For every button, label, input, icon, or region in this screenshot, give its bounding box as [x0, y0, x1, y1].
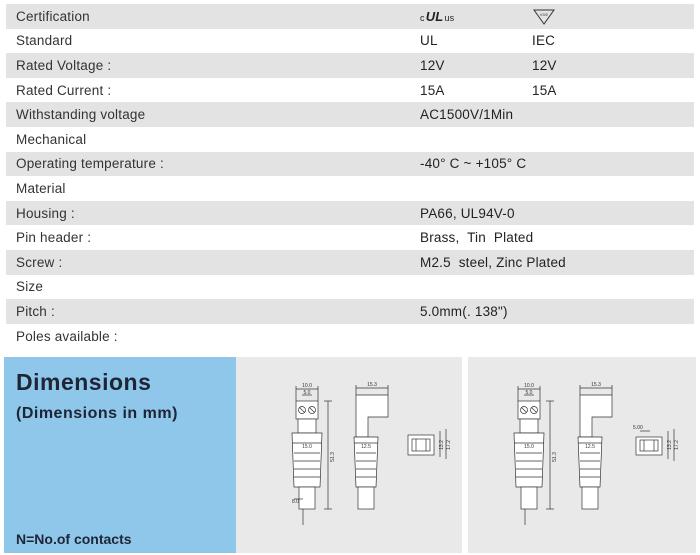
dim1-end-h1: 13.2	[439, 440, 445, 450]
dim1-height: 51.3	[330, 452, 336, 462]
dim1-pin: 8.0	[292, 499, 299, 505]
row-size	[6, 275, 694, 300]
pin-header-label: Pin header :	[16, 230, 92, 246]
pin-header-value: Brass, Tin Plated	[420, 230, 534, 246]
dim2-end-h1: 13.2	[667, 440, 673, 450]
rated-current-label: Rated Current :	[16, 82, 112, 98]
dim2-side-top: 15.3	[591, 382, 601, 388]
dim1-pitch: 5.0	[303, 390, 311, 396]
vde-triangle-icon	[532, 9, 556, 25]
dim1-width-top: 10.0	[302, 383, 312, 389]
standard-label: Standard	[16, 33, 73, 49]
withstanding-voltage-label: Withstanding voltage	[16, 107, 146, 123]
rated-current-value-2: 15A	[532, 82, 557, 98]
dimension-drawing-1	[236, 357, 462, 553]
operating-temperature-value: -40° C ~ +105° C	[420, 156, 527, 172]
dim2-side-width: 12.5	[585, 444, 595, 450]
dimensions-panel	[4, 357, 236, 553]
rated-voltage-value-2: 12V	[532, 57, 557, 73]
dim2-height: 51.3	[552, 452, 558, 462]
dim1-end-h2: 17.2	[446, 440, 452, 450]
dim1-body-width: 15.0	[302, 444, 312, 450]
housing-label: Housing :	[16, 205, 75, 221]
dim2-body-width: 15.0	[524, 444, 534, 450]
rated-voltage-label: Rated Voltage :	[16, 57, 112, 73]
screw-value: M2.5 steel, Zinc Plated	[420, 254, 566, 270]
dimensions-section	[4, 357, 696, 553]
row-rated-voltage	[6, 53, 694, 78]
poles-available-label: Poles available :	[16, 328, 118, 344]
connector-drawing-1	[236, 357, 462, 553]
vde-cert-logo	[532, 8, 682, 24]
material-heading: Material	[16, 180, 66, 196]
operating-temperature-label: Operating temperature :	[16, 156, 164, 172]
dimension-drawing-2	[468, 357, 696, 553]
vde-text: VDE	[539, 11, 549, 17]
dim1-side-width: 12.5	[361, 444, 371, 450]
withstanding-voltage-value: AC1500V/1Min	[420, 107, 514, 123]
ul-cert-logo	[420, 9, 532, 24]
dim1-side-top: 15.3	[367, 382, 377, 388]
ul-c-mark: c	[420, 12, 425, 23]
row-housing	[6, 201, 694, 226]
dim2-end-pitch: 5.00	[633, 425, 643, 431]
dim2-pitch: 5.0	[525, 390, 533, 396]
rated-current-value-1: 15A	[420, 82, 445, 98]
screw-label: Screw :	[16, 254, 63, 270]
dim2-end-h2: 17.2	[674, 440, 680, 450]
row-material	[6, 176, 694, 201]
certification-label: Certification	[16, 8, 90, 24]
ul-us-mark: us	[444, 12, 455, 23]
dimensions-subtitle: (Dimensions in mm)	[16, 405, 178, 422]
standard-value-1: UL	[420, 33, 438, 49]
housing-value: PA66, UL94V-0	[420, 205, 515, 221]
pitch-label: Pitch :	[16, 303, 55, 319]
standard-value-2: IEC	[532, 33, 556, 49]
pitch-value: 5.0mm(. 138")	[420, 303, 508, 319]
connector-drawing-2	[468, 357, 696, 553]
size-heading: Size	[16, 279, 44, 295]
row-rated-current	[6, 78, 694, 103]
rated-voltage-value-1: 12V	[420, 57, 445, 73]
row-withstanding-voltage	[6, 102, 694, 127]
contacts-note: N=No.of contacts	[16, 531, 132, 547]
row-standard	[6, 29, 694, 54]
spec-table	[6, 4, 694, 348]
row-certification	[6, 4, 694, 29]
row-screw	[6, 250, 694, 275]
row-pin-header	[6, 225, 694, 250]
dim2-width-top: 10.0	[524, 383, 534, 389]
ul-mark: UL	[425, 8, 444, 24]
dimensions-title: Dimensions	[16, 369, 152, 395]
row-mechanical	[6, 127, 694, 152]
row-pitch	[6, 299, 694, 324]
mechanical-heading: Mechanical	[16, 131, 87, 147]
row-poles-available	[6, 324, 694, 349]
row-operating-temperature	[6, 152, 694, 177]
